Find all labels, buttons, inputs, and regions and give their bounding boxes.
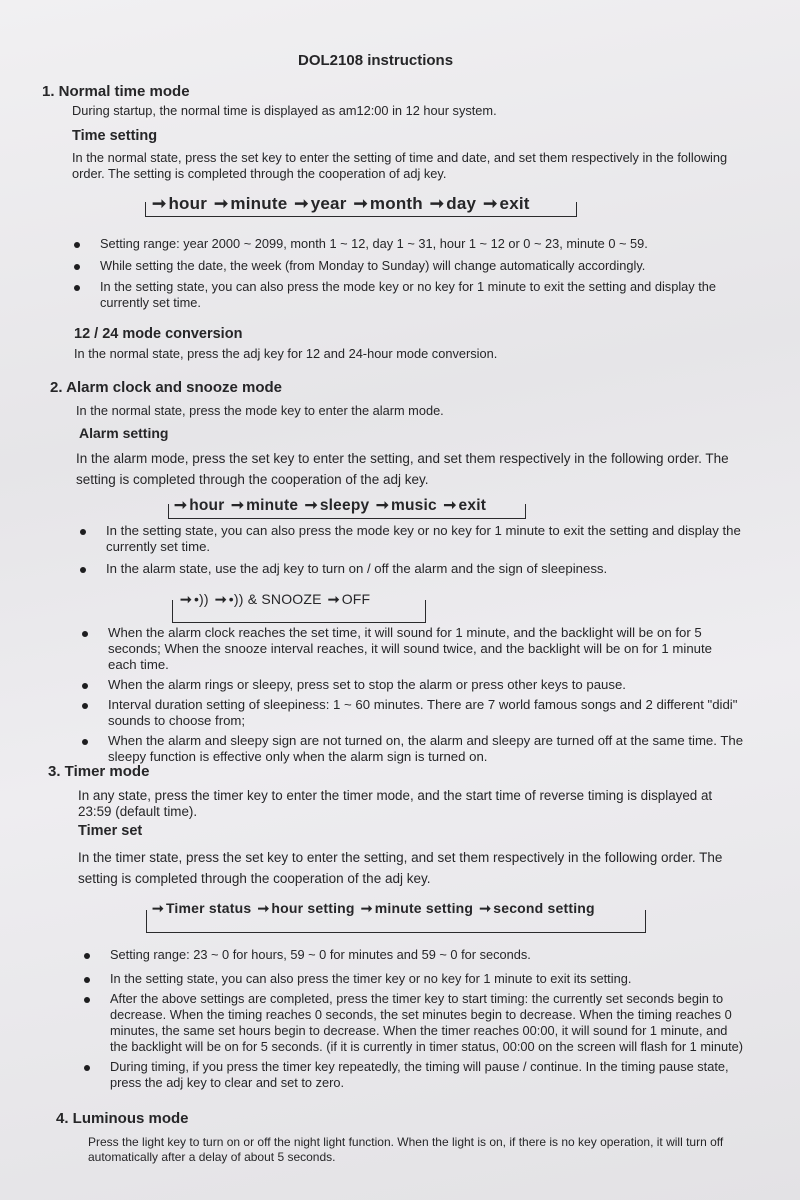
mode-conversion-heading: 12 / 24 mode conversion — [74, 326, 243, 342]
arrow-icon: ➞ — [360, 900, 373, 916]
time-setting-bullets — [74, 236, 744, 311]
bell-icon: •)) — [193, 591, 209, 607]
section-2-intro: In the normal state, press the mode key to enter the alarm mode. — [76, 403, 444, 418]
arrow-icon: ➞ — [174, 497, 188, 514]
arrow-icon: ➞ — [152, 900, 164, 916]
alarm-bullets-b — [82, 625, 744, 765]
list-item: Setting range: year 2000 ~ 2099, month 1 ~ 12, day 1 ~ 31, hour 1 ~ 12 or 0 ~ 23, minute 0 ~ 59. — [74, 236, 744, 252]
snooze-label: & SNOOZE — [247, 591, 322, 607]
list-item: When the alarm and sleepy sign are not turned on, the alarm and sleepy are turned off at the same time. The sleepy function is effective only when the alarm sign is turned on. — [82, 733, 744, 765]
arrow-icon: ➞ — [304, 497, 318, 514]
arrow-icon: ➞ — [152, 194, 167, 213]
flow-step: Timer status — [165, 900, 252, 916]
arrow-icon: ➞ — [443, 497, 457, 514]
timer-set-text: In the timer state, press the set key to enter the setting, and set them respectively in the following order. The setting is completed through the cooperation of the adj key. — [78, 850, 723, 886]
flow-step: hour — [168, 194, 208, 213]
flow-step: music — [391, 497, 437, 514]
alarm-bullets-a — [80, 523, 744, 577]
flow-step: hour setting — [271, 900, 355, 916]
flow-step: minute setting — [374, 900, 474, 916]
section-1-intro: During startup, the normal time is displayed as am12:00 in 12 hour system. — [72, 103, 497, 118]
arrow-icon: ➞ — [294, 194, 309, 213]
time-setting-heading: Time setting — [72, 128, 158, 144]
mode-conversion-text: In the normal state, press the adj key for 12 and 24-hour mode conversion. — [74, 346, 498, 361]
flow-step: month — [369, 194, 423, 213]
list-item: In the alarm state, use the adj key to turn on / off the alarm and the sign of sleepiness. — [80, 561, 744, 577]
bell-icon: •)) — [228, 591, 244, 607]
timer-set-heading: Timer set — [78, 823, 143, 839]
flow-step: day — [446, 194, 477, 213]
section-4-text: Press the light key to turn on or off the night light function. When the light is on, if there is no key operation, it will turn off automatically after a delay of about 5 seconds. — [88, 1135, 724, 1164]
list-item: In the setting state, you can also press the timer key or no key for 1 minute to exit its setting. — [84, 971, 744, 987]
flow-step: second setting — [493, 900, 595, 916]
arrow-icon: ➞ — [180, 591, 192, 607]
flow-step: exit — [458, 497, 487, 514]
alarm-on-off-flow — [178, 591, 370, 608]
arrow-icon: ➞ — [230, 497, 245, 514]
flow-step: year — [310, 194, 347, 213]
timer-bullets — [84, 947, 744, 1091]
timer-set-flow — [150, 900, 595, 917]
arrow-icon: ➞ — [213, 194, 229, 213]
list-item: When the alarm rings or sleepy, press set to stop the alarm or press other keys to pause. — [82, 677, 744, 693]
arrow-icon: ➞ — [429, 194, 445, 213]
alarm-setting-flow — [172, 496, 486, 515]
section-4-heading: 4. Luminous mode — [56, 1110, 189, 1127]
flow-step: sleepy — [319, 497, 370, 514]
list-item: While setting the date, the week (from Monday to Sunday) will change automatically accordingly. — [74, 258, 744, 274]
list-item: Setting range: 23 ~ 0 for hours, 59 ~ 0 for minutes and 59 ~ 0 for seconds. — [84, 947, 744, 963]
time-setting-text: In the normal state, press the set key to enter the setting of time and date, and set them respectively in the following order. The setting is completed through the cooperation of adj key. — [72, 150, 728, 181]
flow-step: minute — [246, 497, 299, 514]
arrow-icon: ➞ — [375, 497, 390, 514]
alarm-setting-heading: Alarm setting — [79, 425, 169, 441]
off-label: OFF — [341, 591, 371, 607]
list-item: During timing, if you press the timer key repeatedly, the timing will pause / continue. In the timing pause state, press the adj key to clear and set to zero. — [84, 1059, 744, 1091]
arrow-icon: ➞ — [483, 194, 498, 213]
document-title: DOL2108 instructions — [298, 52, 454, 69]
section-3-heading: 3. Timer mode — [48, 763, 150, 780]
list-item: In the setting state, you can also press the mode key or no key for 1 minute to exit the setting and display the currently set time. — [80, 523, 744, 555]
flow-step: exit — [499, 194, 530, 213]
alarm-setting-text: In the alarm mode, press the set key to enter the setting, and set them respectively in the following order. The setting is completed through the cooperation of the adj key. — [76, 451, 729, 487]
list-item: In the setting state, you can also press the mode key or no key for 1 minute to exit the setting and display the currently set time. — [74, 279, 744, 311]
arrow-icon: ➞ — [327, 591, 340, 607]
arrow-icon: ➞ — [214, 591, 227, 607]
section-3-intro: In any state, press the timer key to enter the timer mode, and the start time of reverse timing is displayed at 23:59 (default time). — [78, 788, 713, 819]
flow-step: minute — [230, 194, 288, 213]
arrow-icon: ➞ — [479, 900, 492, 916]
list-item: When the alarm clock reaches the set time, it will sound for 1 minute, and the backlight will be on for 5 seconds; When the snooze interval reaches, it will sound twice, and the backlight will be on for 1 minute each time. — [82, 625, 744, 673]
flow-step: hour — [189, 497, 225, 514]
section-2-heading: 2. Alarm clock and snooze mode — [50, 379, 283, 396]
list-item: After the above settings are completed, press the timer key to start timing: the currently set seconds begin to decrease. When the timing reaches 0 seconds, the set minutes begin to decrease. When the timing reaches 0 minutes, the same set hours begin to decrease. When the timer reaches 00:00, it will sound for 1 minute, and the backlight will be on for 5 seconds. (if it is currently in timer status, 00:00 on the screen will flash for 1 minute) — [84, 991, 744, 1055]
arrow-icon: ➞ — [353, 194, 368, 213]
time-setting-flow — [150, 194, 530, 214]
section-1-heading: 1. Normal time mode — [42, 83, 190, 100]
arrow-icon: ➞ — [257, 900, 270, 916]
list-item: Interval duration setting of sleepiness: 1 ~ 60 minutes. There are 7 world famous songs and 2 different "didi" sounds to choose from; — [82, 697, 744, 729]
